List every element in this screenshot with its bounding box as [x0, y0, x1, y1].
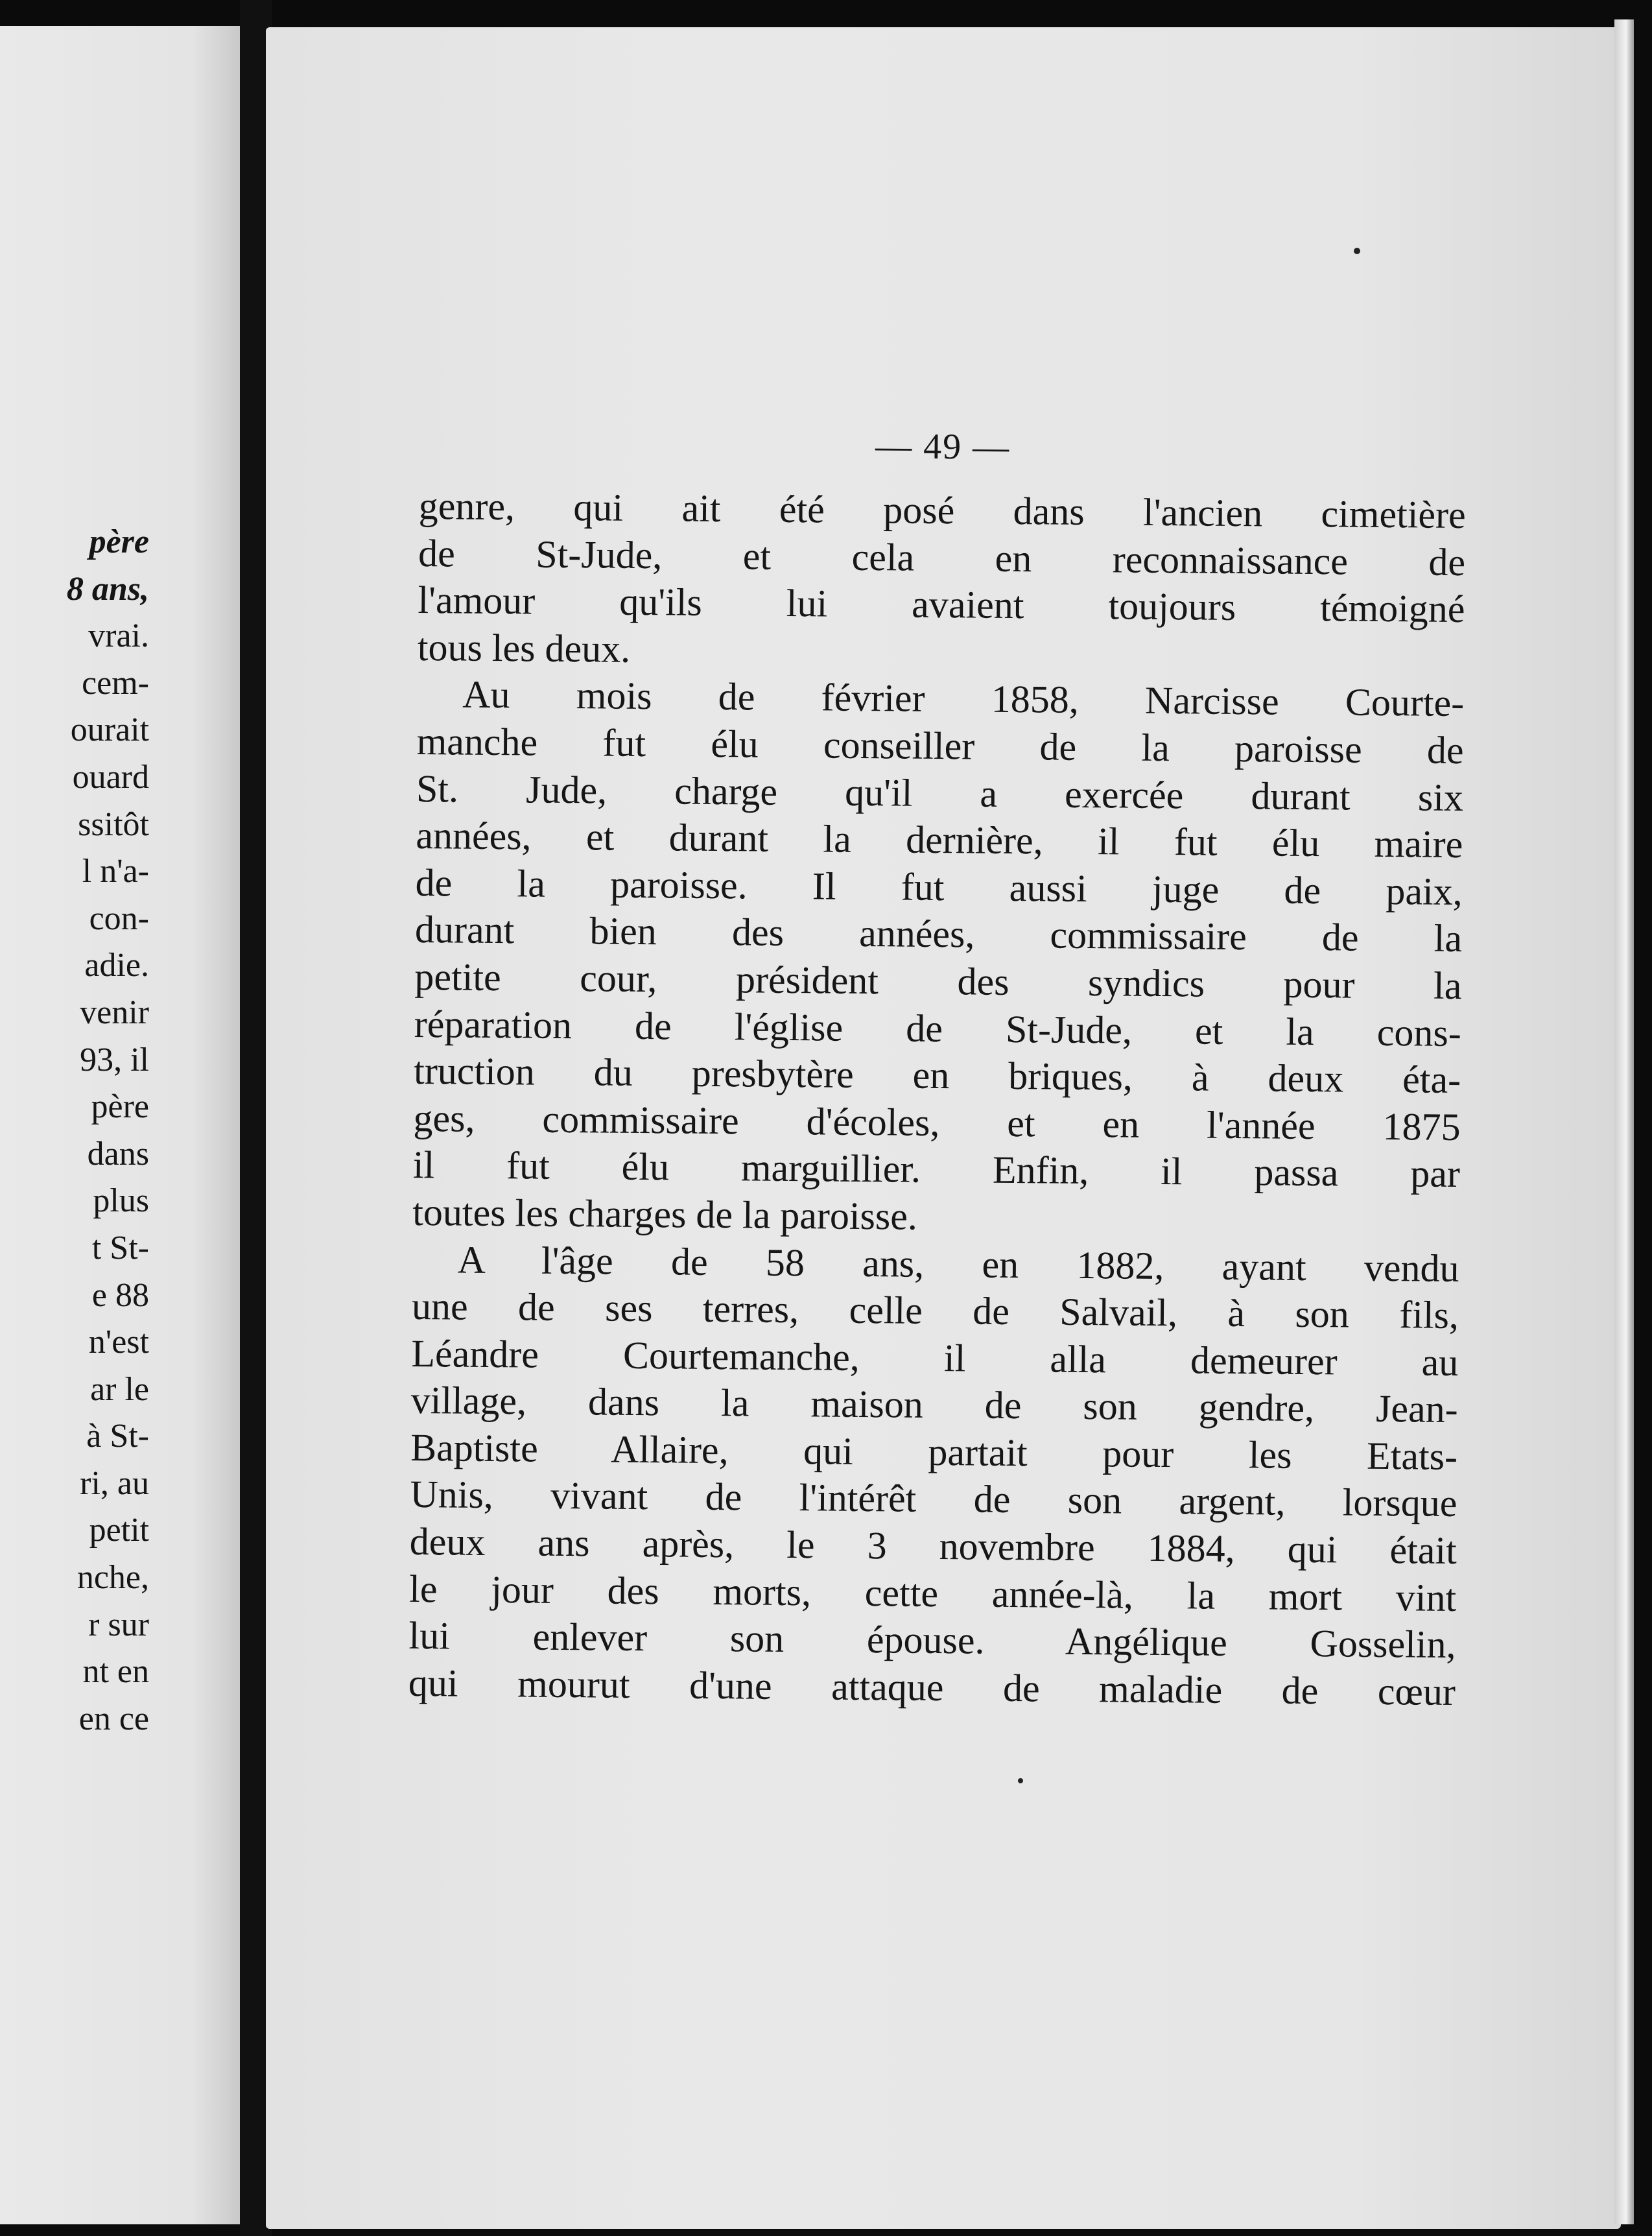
text-line: village, dans la maison de son gendre, Jean-	[410, 1379, 1458, 1431]
text-line: St. Jude, charge qu'il a exercée durant six	[416, 767, 1464, 819]
text-line: le jour des morts, cette année-là, la mort vint	[408, 1567, 1457, 1619]
left-text-line: con-	[89, 899, 149, 937]
text-line: de la paroisse. Il fut aussi juge de paix,	[415, 861, 1463, 913]
paper-speck	[1018, 1778, 1023, 1783]
text-line: toutes les charges de la paroisse.	[412, 1190, 918, 1238]
left-text-line: ar le	[90, 1370, 149, 1408]
left-text-line: l n'a-	[82, 853, 149, 890]
left-text-line: r sur	[88, 1606, 149, 1643]
left-text-line: e 88	[91, 1276, 149, 1314]
text-line: manche fut élu conseiller de la paroisse de	[416, 719, 1464, 772]
text-line: A l'âge de 58 ans, en 1882, ayant vendu	[457, 1238, 1459, 1290]
left-text-line: petit	[89, 1512, 149, 1549]
left-text-line: ri, au	[80, 1464, 149, 1502]
left-text-line: n'est	[88, 1324, 149, 1361]
text-line: réparation de l'église de St-Jude, et la cons-	[414, 1002, 1462, 1054]
left-text-line: adie.	[84, 947, 149, 984]
page-edge	[1614, 19, 1634, 2224]
left-text-line: à St-	[86, 1418, 149, 1455]
text-line: une de ses terres, celle de Salvail, à son fils,	[411, 1285, 1459, 1337]
left-text-line: nt en	[82, 1653, 149, 1691]
left-text-line: en ce	[78, 1700, 149, 1737]
left-text-line: vrai.	[88, 617, 149, 655]
left-text-line: 93, il	[80, 1041, 149, 1078]
text-line: durant bien des années, commissaire de la	[414, 908, 1463, 960]
text-line: années, et durant la dernière, il fut élu maire	[416, 814, 1463, 866]
left-text-line: t St-	[91, 1229, 149, 1267]
text-line: tous les deux.	[417, 625, 631, 671]
text-line: genre, qui ait été posé dans l'ancien cimetière	[418, 484, 1467, 537]
left-page	[0, 26, 240, 2224]
text-line: Au mois de février 1858, Narcisse Courte-	[462, 672, 1465, 725]
text-line: ges, commissaire d'écoles, et en l'année 1875	[413, 1096, 1461, 1148]
text-line: qui mourut d'une attaque de maladie de cœur	[408, 1661, 1456, 1713]
text-line: truction du presbytère en briques, à deux éta-	[413, 1049, 1461, 1102]
text-line: l'amour qu'ils lui avaient toujours témoigné	[418, 578, 1465, 631]
left-text-line: dans	[87, 1135, 149, 1172]
left-text-line: ssitôt	[78, 805, 149, 843]
text-line: deux ans après, le 3 novembre 1884, qui était	[409, 1519, 1457, 1573]
left-text-line: cem-	[82, 664, 149, 702]
text-line: lui enlever son épouse. Angélique Gosselin,	[408, 1614, 1456, 1667]
page-number: — 49 —	[875, 426, 1011, 468]
left-text-line: père	[91, 1088, 149, 1126]
text-line: petite cour, président des syndics pour la	[414, 955, 1462, 1007]
paper-speck	[1354, 248, 1360, 254]
text-line: Léandre Courtemanche, il alla demeurer au	[411, 1331, 1459, 1384]
left-text-line: 8 ans,	[66, 570, 149, 608]
text-line: de St-Jude, et cela en reconnaissance de	[418, 531, 1466, 584]
left-text-line: plus	[93, 1182, 149, 1220]
text-line: il fut élu marguillier. Enfin, il passa par	[412, 1143, 1461, 1196]
right-page	[266, 27, 1621, 2229]
text-line: Unis, vivant de l'intérêt de son argent, lorsque	[410, 1473, 1457, 1525]
left-text-line: ouard	[72, 758, 149, 796]
page-body	[408, 416, 1467, 1715]
left-text-line: venir	[80, 993, 149, 1031]
left-text-line: père	[89, 523, 149, 560]
text-line: Baptiste Allaire, qui partait pour les Etats-	[410, 1425, 1458, 1478]
left-text-line: ourait	[70, 711, 149, 749]
left-page-text	[0, 519, 149, 1742]
left-text-line: nche,	[77, 1559, 149, 1597]
